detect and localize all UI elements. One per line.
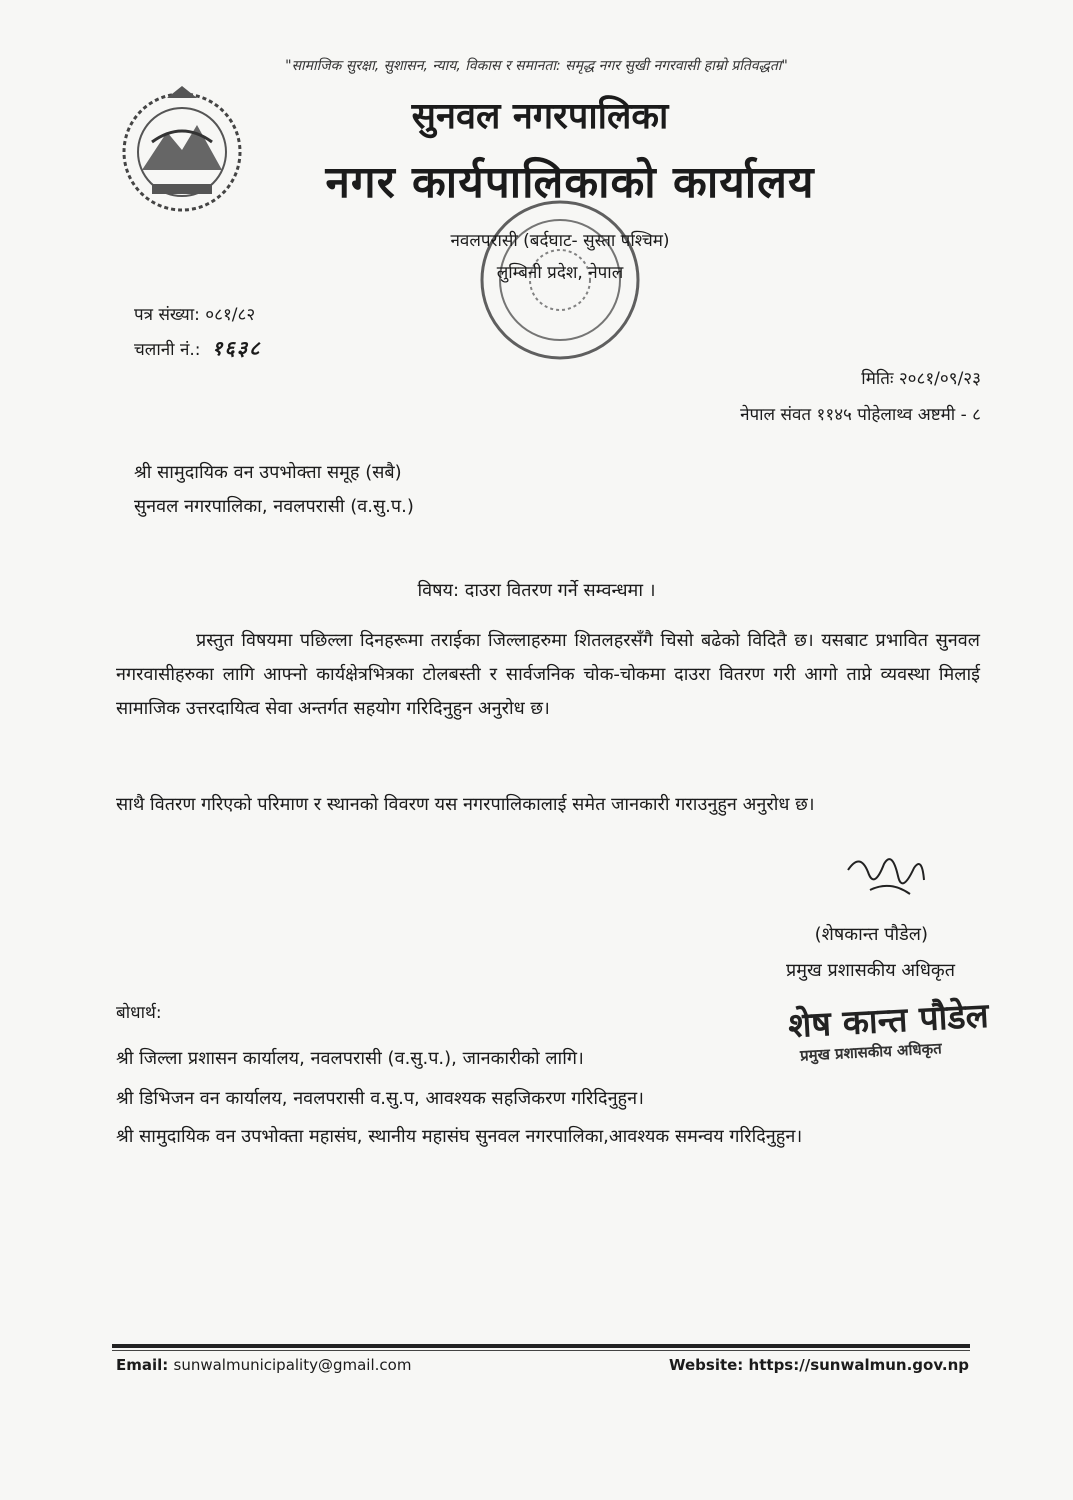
name-stamp-title: प्रमुख प्रशासकीय अधिकृत <box>799 1039 943 1065</box>
footer-website <box>669 1356 969 1374</box>
footer-rule <box>112 1344 970 1348</box>
date <box>861 366 981 389</box>
footer-email <box>116 1356 411 1374</box>
signatory-name: (शेषकान्त पौडेल) <box>814 924 928 945</box>
addressee-line-2: सुनवल नगरपालिका, नवलपरासी (व.सु.प.) <box>134 496 414 517</box>
subject: विषय: दाउरा वितरण गर्ने सम्वन्धमा । <box>417 580 656 601</box>
addressee-line-1: श्री सामुदायिक वन उपभोक्ता समूह (सबै) <box>134 462 402 483</box>
office-name: नगर कार्यपालिकाको कार्यालय <box>325 157 815 208</box>
date-value: २०८१/०९/२३ <box>898 369 981 389</box>
cc-item: श्री सामुदायिक वन उपभोक्ता महासंघ, स्थानीय महासंघ सुनवल नगरपालिका,आवश्यक समन्वय गरिदिनुहुन। <box>116 1126 803 1147</box>
dispatch-number <box>134 334 262 361</box>
municipality-name: सुनवल नगरपालिका <box>411 95 669 137</box>
footer-email-value[interactable]: sunwalmunicipality@gmail.com <box>173 1356 412 1374</box>
body-paragraph-2: साथै वितरण गरिएको परिमाण र स्थानको विवरण यस नगरपालिकालाई समेत जानकारी गराउनुहुन अनुरोध छ। <box>116 794 815 815</box>
footer-email-label: Email: <box>116 1356 169 1374</box>
address-line-2: लुम्बिनी प्रदेश, नेपाल <box>496 263 624 283</box>
cc-item: श्री डिभिजन वन कार्यालय, नवलपरासी व.सु.प, आवश्यक सहजिकरण गरिदिनुहुन। <box>116 1088 644 1109</box>
footer-website-label: Website: <box>668 1356 744 1374</box>
body-paragraph-1-text: प्रस्तुत विषयमा पछिल्ला दिनहरूमा तराईका जिल्लाहरुमा शितलहरसँगै चिसो बढेको विदितै छ। यसबाट प्रभावित सुनवल नगरवासीहरुका लागि आफ्नो कार्यक्षेत्रभित्रका टोलबस्ती र सार्वजनिक चोक-चोकमा दाउरा वितरण गरी आगो ताप्ने व्यवस्था मिलाई सामाजिक उत्तरदायित्व सेवा अन्तर्गत सहयोग गरिदिनुहुन अनुरोध छ। <box>116 630 980 719</box>
signatory-title: प्रमुख प्रशासकीय अधिकृत <box>786 960 955 981</box>
body-paragraph-1 <box>116 624 980 726</box>
letter-number-value: ०८१/८२ <box>205 305 256 325</box>
dispatch-number-label: चलानी नं.: <box>134 340 201 360</box>
handwritten-signature-icon <box>840 850 930 910</box>
letter-number <box>134 302 255 325</box>
motto: "सामाजिक सुरक्षा, सुशासन, न्याय, विकास र समानता: समृद्ध नगर सुखी नगरवासी हाम्रो प्रतिवद्धता" <box>285 58 788 74</box>
name-stamp: शेष कान्त पौडेल <box>787 995 990 1047</box>
address-line-1: नवलपरासी (बर्दघाट- सुस्ता पश्चिम) <box>450 231 670 251</box>
dispatch-number-value: १६३८ <box>211 336 262 360</box>
date-label: मितिः <box>861 369 894 389</box>
cc-item: श्री जिल्ला प्रशासन कार्यालय, नवलपरासी (व.सु.प.), जानकारीको लागि। <box>116 1048 584 1069</box>
cc-label: बोधार्थ: <box>116 1003 162 1023</box>
nepal-emblem-icon <box>112 80 252 220</box>
footer-rule-thin <box>112 1350 970 1351</box>
nepal-sambat-date: नेपाल संवत ११४५ पोहेलाथ्व अष्टमी - ८ <box>740 405 981 425</box>
footer-website-value[interactable]: https://sunwalmun.gov.np <box>748 1356 969 1374</box>
letter-number-label: पत्र संख्या: <box>134 305 200 325</box>
